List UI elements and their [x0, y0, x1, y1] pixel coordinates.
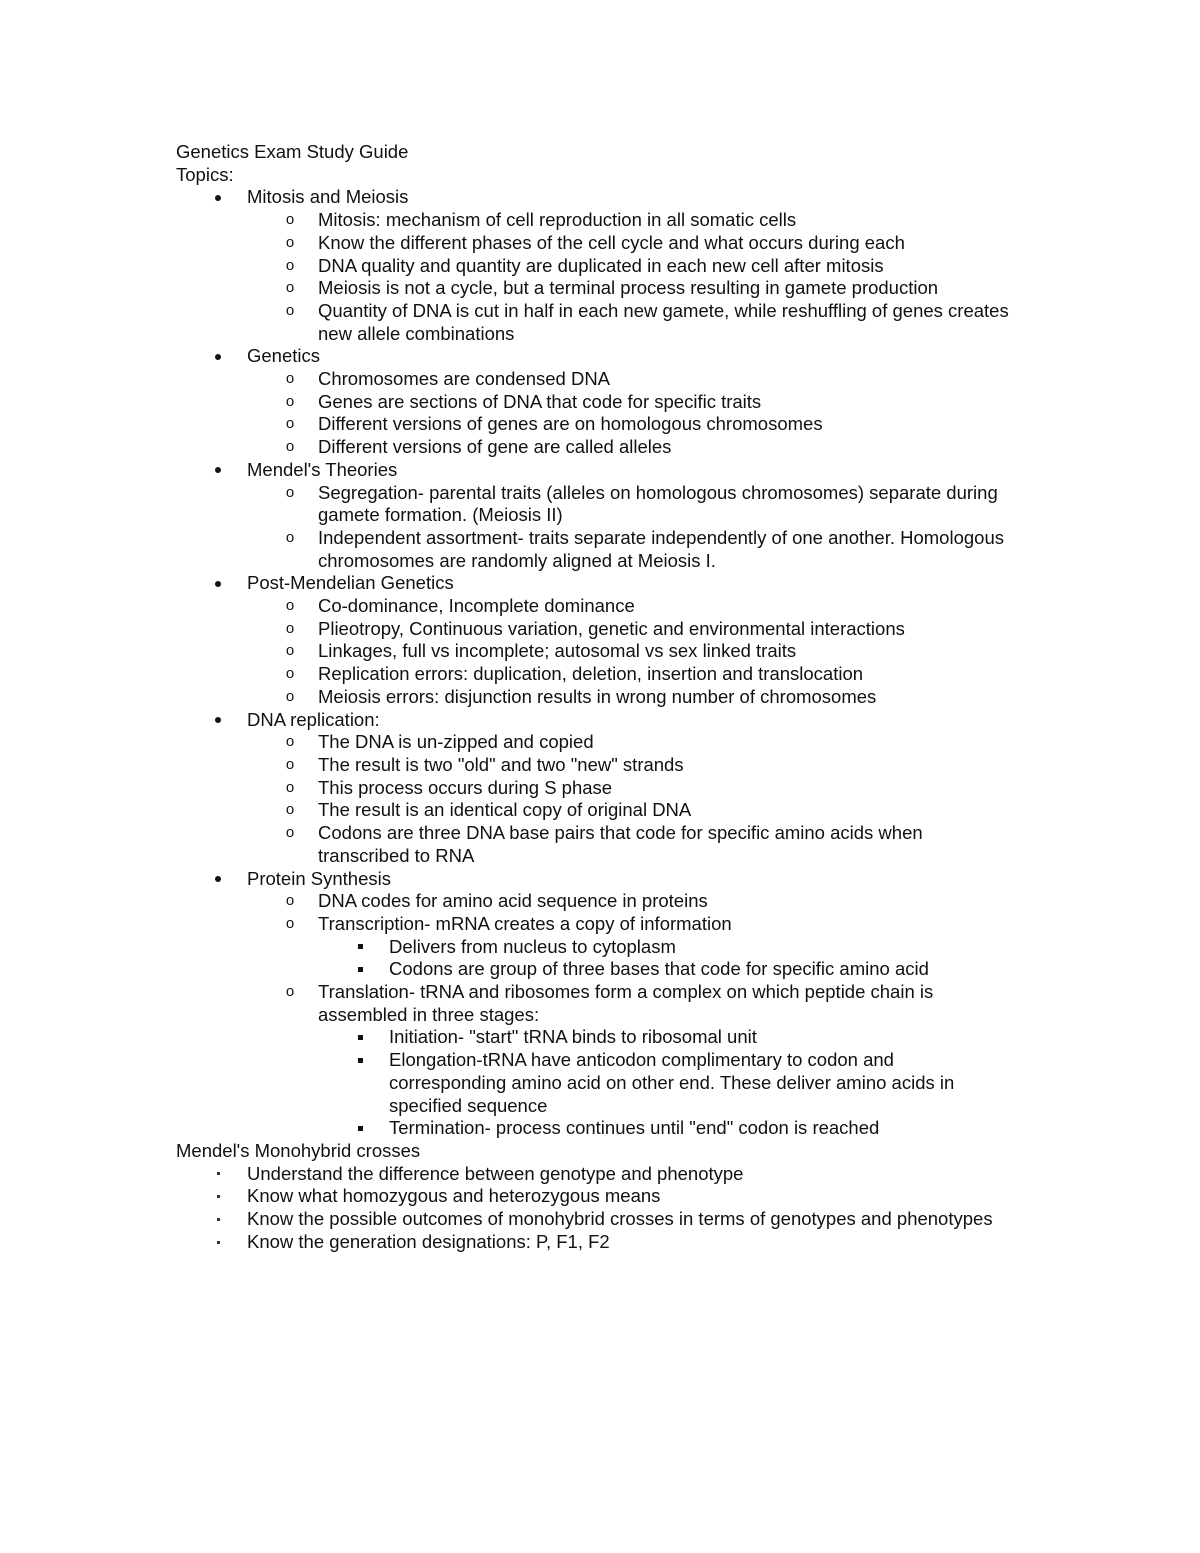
topic-point: [176, 482, 1016, 527]
topic-point-text: Independent assortment- traits separate independently of one another. Homologous chromosomes are randomly aligned at Meiosis I.: [318, 526, 1004, 571]
bullet-o-marker: [282, 436, 298, 459]
bullet-o-marker: [282, 255, 298, 278]
bullet-o-text: o: [285, 528, 295, 546]
bullet-o-marker: [282, 777, 298, 800]
bullet-disc-icon: [210, 572, 226, 595]
document-body: [176, 141, 1016, 1253]
topic-point-text: Quantity of DNA is cut in half in each new gamete, while reshuffling of genes creates new allele combinations: [318, 299, 1009, 344]
bullet-o-text: o: [285, 415, 295, 433]
topic-point-text: Different versions of gene are called alleles: [318, 436, 672, 458]
topic-point-text: Codons are three DNA base pairs that code for specific amino acids when transcribed to RNA: [318, 822, 923, 866]
topic-point: [176, 277, 1016, 300]
bullet-o-text: o: [285, 211, 295, 229]
topic-point-text: The result is two "old" and two "new" strands: [318, 753, 684, 775]
monohybrid-point: [176, 1163, 1016, 1186]
topic-subpoint-text: Delivers from nucleus to cytoplasm: [389, 935, 676, 957]
topic-point: [176, 255, 1016, 278]
topic-heading: [176, 186, 1016, 209]
topic-point: [176, 731, 1016, 754]
bullet-o-text: o: [285, 892, 295, 910]
topic-heading-text: Genetics: [247, 345, 321, 367]
topic-point-text: Meiosis errors: disjunction results in wrong number of chromosomes: [318, 685, 877, 707]
bullet-disc-icon: [210, 459, 226, 482]
topic-point: [176, 436, 1016, 459]
topic-point: [176, 981, 1016, 1026]
topic-heading-text: Mendel's Theories: [247, 458, 398, 480]
bullet-o-text: o: [285, 733, 295, 751]
bullet-o-marker: [282, 482, 298, 505]
topic-point-text: DNA codes for amino acid sequence in proteins: [318, 890, 708, 912]
bullet-o-text: o: [285, 438, 295, 456]
topic-point-text: Genes are sections of DNA that code for specific traits: [318, 390, 762, 412]
topic-heading-text: DNA replication:: [247, 708, 380, 730]
bullet-o-text: o: [285, 483, 295, 501]
bullet-o-text: o: [285, 755, 295, 773]
monohybrid-heading: Mendel's Monohybrid crosses: [176, 1139, 421, 1161]
bullet-o-marker: [282, 731, 298, 754]
bullet-small-square-icon: [210, 1231, 226, 1254]
topic-heading-text: Mitosis and Meiosis: [247, 186, 409, 208]
bullet-o-text: o: [285, 824, 295, 842]
bullet-o-marker: [282, 822, 298, 845]
topic-point-text: Segregation- parental traits (alleles on homologous chromosomes) separate during gamete formation. (Meiosis II): [318, 481, 998, 526]
bullet-o-marker: [282, 595, 298, 618]
topic-subpoint-text: Elongation-tRNA have anticodon complimentary to codon and corresponding amino acid on other end. These deliver amino acids in specified sequence: [389, 1049, 955, 1116]
monohybrid-point: [176, 1231, 1016, 1254]
topic-subpoint: [176, 958, 1016, 981]
bullet-o-marker: [282, 913, 298, 936]
bullet-o-text: o: [285, 778, 295, 796]
bullet-o-text: o: [285, 279, 295, 297]
bullet-o-marker: [282, 663, 298, 686]
monohybrid-point-text: Understand the difference between genotype and phenotype: [247, 1162, 744, 1184]
topic-point: [176, 686, 1016, 709]
topics-label: Topics:: [176, 163, 234, 185]
bullet-small-square-icon: [210, 1208, 226, 1231]
topic-point: [176, 822, 1016, 867]
topic-point-text: Transcription- mRNA creates a copy of information: [318, 912, 732, 934]
topic-point: [176, 640, 1016, 663]
topic-point: [176, 663, 1016, 686]
topic-point-text: The result is an identical copy of original DNA: [318, 799, 692, 821]
topic-point-text: Know the different phases of the cell cycle and what occurs during each: [318, 231, 905, 253]
bullet-o-text: o: [285, 301, 295, 319]
monohybrid-point-text: Know the generation designations: P, F1, F2: [247, 1230, 610, 1252]
monohybrid-list: [176, 1163, 1016, 1254]
bullet-o-text: o: [285, 370, 295, 388]
bullet-square-icon: [352, 1117, 368, 1140]
topic-heading-text: Protein Synthesis: [247, 867, 391, 889]
bullet-o-marker: [282, 527, 298, 550]
topic-point-text: DNA quality and quantity are duplicated in each new cell after mitosis: [318, 254, 884, 276]
topic-point: [176, 391, 1016, 414]
topic-subpoint: [176, 936, 1016, 959]
bullet-small-square-icon: [210, 1185, 226, 1208]
topic-subpoint: [176, 1117, 1016, 1140]
bullet-o-text: o: [285, 233, 295, 251]
topic-point-text: Translation- tRNA and ribosomes form a complex on which peptide chain is assembled in three stages:: [318, 981, 934, 1025]
topic-point: [176, 913, 1016, 936]
document-title: Genetics Exam Study Guide: [176, 141, 409, 162]
topic-subpoint-text: Initiation- "start" tRNA binds to ribosomal unit: [389, 1026, 757, 1048]
topic-point: [176, 754, 1016, 777]
bullet-disc-icon: [210, 709, 226, 732]
topic-point-text: Meiosis is not a cycle, but a terminal process resulting in gamete production: [318, 277, 939, 299]
bullet-o-marker: [282, 618, 298, 641]
topic-point: [176, 300, 1016, 345]
bullet-o-text: o: [285, 642, 295, 660]
bullet-small-square-icon: [210, 1163, 226, 1186]
bullet-o-marker: [282, 391, 298, 414]
bullet-o-marker: [282, 686, 298, 709]
bullet-disc-icon: [210, 868, 226, 891]
topic-point-text: Plieotropy, Continuous variation, genetic and environmental interactions: [318, 617, 905, 639]
bullet-o-marker: [282, 890, 298, 913]
bullet-disc-icon: [210, 186, 226, 209]
bullet-o-text: o: [285, 914, 295, 932]
topic-heading: [176, 345, 1016, 368]
bullet-o-marker: [282, 413, 298, 436]
bullet-square-icon: [352, 1026, 368, 1049]
monohybrid-point-text: Know what homozygous and heterozygous means: [247, 1185, 661, 1207]
topic-subpoint-text: Termination- process continues until "end" codon is reached: [389, 1117, 880, 1139]
topic-point: [176, 777, 1016, 800]
bullet-o-text: o: [285, 983, 295, 1001]
bullet-o-text: o: [285, 801, 295, 819]
topic-point-text: Co-dominance, Incomplete dominance: [318, 595, 635, 617]
bullet-square-icon: [352, 936, 368, 959]
bullet-o-text: o: [285, 392, 295, 410]
bullet-square-icon: [352, 958, 368, 981]
bullet-o-text: o: [285, 619, 295, 637]
topic-heading: [176, 709, 1016, 732]
monohybrid-point-text: Know the possible outcomes of monohybrid crosses in terms of genotypes and phenotypes: [247, 1208, 993, 1230]
topic-subpoint-text: Codons are group of three bases that code for specific amino acid: [389, 958, 929, 980]
topic-point-text: The DNA is un-zipped and copied: [318, 731, 594, 753]
topic-point-text: Replication errors: duplication, deletion, insertion and translocation: [318, 663, 864, 685]
bullet-o-marker: [282, 300, 298, 323]
topic-point: [176, 232, 1016, 255]
bullet-o-marker: [282, 209, 298, 232]
topic-point: [176, 368, 1016, 391]
bullet-o-marker: [282, 640, 298, 663]
topic-point: [176, 413, 1016, 436]
topic-point: [176, 799, 1016, 822]
topic-subpoint: [176, 1049, 1016, 1117]
topic-heading-text: Post-Mendelian Genetics: [247, 572, 454, 594]
topic-point-text: Chromosomes are condensed DNA: [318, 368, 611, 390]
topic-heading: [176, 572, 1016, 595]
topic-point: [176, 618, 1016, 641]
topic-point-text: Mitosis: mechanism of cell reproduction in all somatic cells: [318, 209, 797, 231]
bullet-square-icon: [352, 1049, 368, 1072]
topic-point: [176, 890, 1016, 913]
topic-point: [176, 527, 1016, 572]
topics-list: [176, 186, 1016, 1140]
topic-point-text: This process occurs during S phase: [318, 776, 613, 798]
bullet-o-marker: [282, 799, 298, 822]
bullet-o-text: o: [285, 687, 295, 705]
topic-heading: [176, 459, 1016, 482]
bullet-disc-icon: [210, 345, 226, 368]
monohybrid-point: [176, 1185, 1016, 1208]
monohybrid-point: [176, 1208, 1016, 1231]
bullet-o-marker: [282, 232, 298, 255]
bullet-o-marker: [282, 981, 298, 1004]
bullet-o-marker: [282, 368, 298, 391]
bullet-o-text: o: [285, 256, 295, 274]
topic-point: [176, 209, 1016, 232]
bullet-o-marker: [282, 754, 298, 777]
bullet-o-text: o: [285, 597, 295, 615]
topic-heading: [176, 868, 1016, 891]
topic-point-text: Different versions of genes are on homologous chromosomes: [318, 413, 823, 435]
topic-point-text: Linkages, full vs incomplete; autosomal vs sex linked traits: [318, 640, 797, 662]
bullet-o-text: o: [285, 665, 295, 683]
bullet-o-marker: [282, 277, 298, 300]
topic-point: [176, 595, 1016, 618]
topic-subpoint: [176, 1026, 1016, 1049]
